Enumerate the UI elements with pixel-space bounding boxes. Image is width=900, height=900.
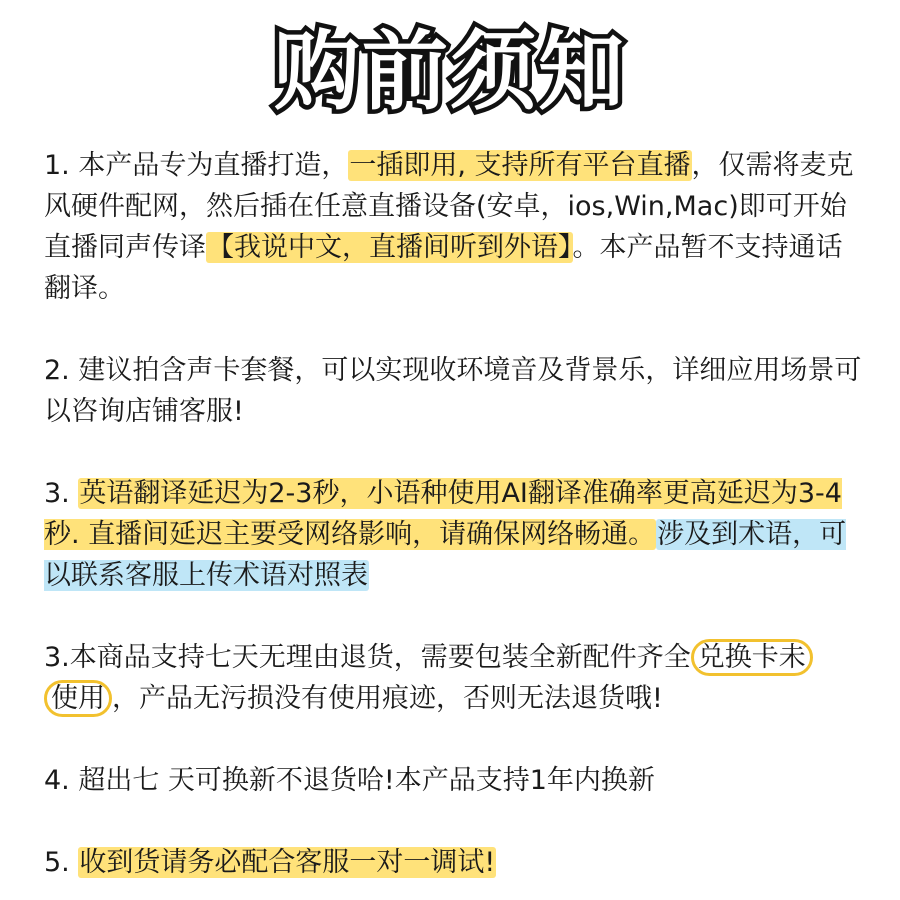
notice-item-3 [44, 473, 864, 596]
notice-text: ，仅需将麦克风硬件配网，然后插在任意直播设备(安卓，ios,Win,Mac)即可开始直播同声传译 [44, 150, 854, 263]
highlight-blue: 涉及到术语，可以联系客服上传术语对照表 [44, 519, 847, 591]
notice-item-2 [44, 350, 864, 432]
notice-text: 3.本商品支持七天无理由退货，需要包装全新配件齐全 [44, 642, 691, 673]
notice-item-1 [44, 145, 864, 309]
notice-item-5 [44, 760, 864, 801]
highlight-yellow: 一插即用, 支持所有平台直播 [349, 150, 691, 181]
highlight-yellow: 【我说中文，直播间听到外语】 [207, 232, 572, 263]
highlight-yellow: 收到货请务必配合客服一对一调试! [79, 847, 496, 878]
notice-text: 4. 超出七 天可换新不退货哈!本产品支持1年内换新 [44, 765, 655, 796]
highlight-yellow: 英语翻译延迟为2-3秒，小语种使用AI翻译准确率更高延迟为3-4秒. 直播间延迟主要受网络影响，请确保网络畅通。 [44, 478, 842, 550]
notice-item-6 [44, 842, 864, 883]
notice-text: 3. [44, 478, 79, 509]
notice-text: 。本产品暂不支持通话翻译。 [44, 232, 843, 304]
circled-text: 使用 [44, 680, 112, 717]
notice-list [44, 145, 864, 883]
notice-text: ，产品无污损没有使用痕迹，否则无法退货哦! [112, 683, 663, 714]
circled-text: 兑换卡未 [691, 639, 813, 676]
page-title: 购前须知 [274, 22, 626, 122]
notice-text: 2. 建议拍含声卡套餐，可以实现收环境音及背景乐，详细应用场景可以咨询店铺客服! [44, 355, 862, 427]
notice-text: 5. [44, 847, 79, 878]
notice-item-4 [44, 637, 864, 719]
notice-text: 1. 本产品专为直播打造， [44, 150, 349, 181]
